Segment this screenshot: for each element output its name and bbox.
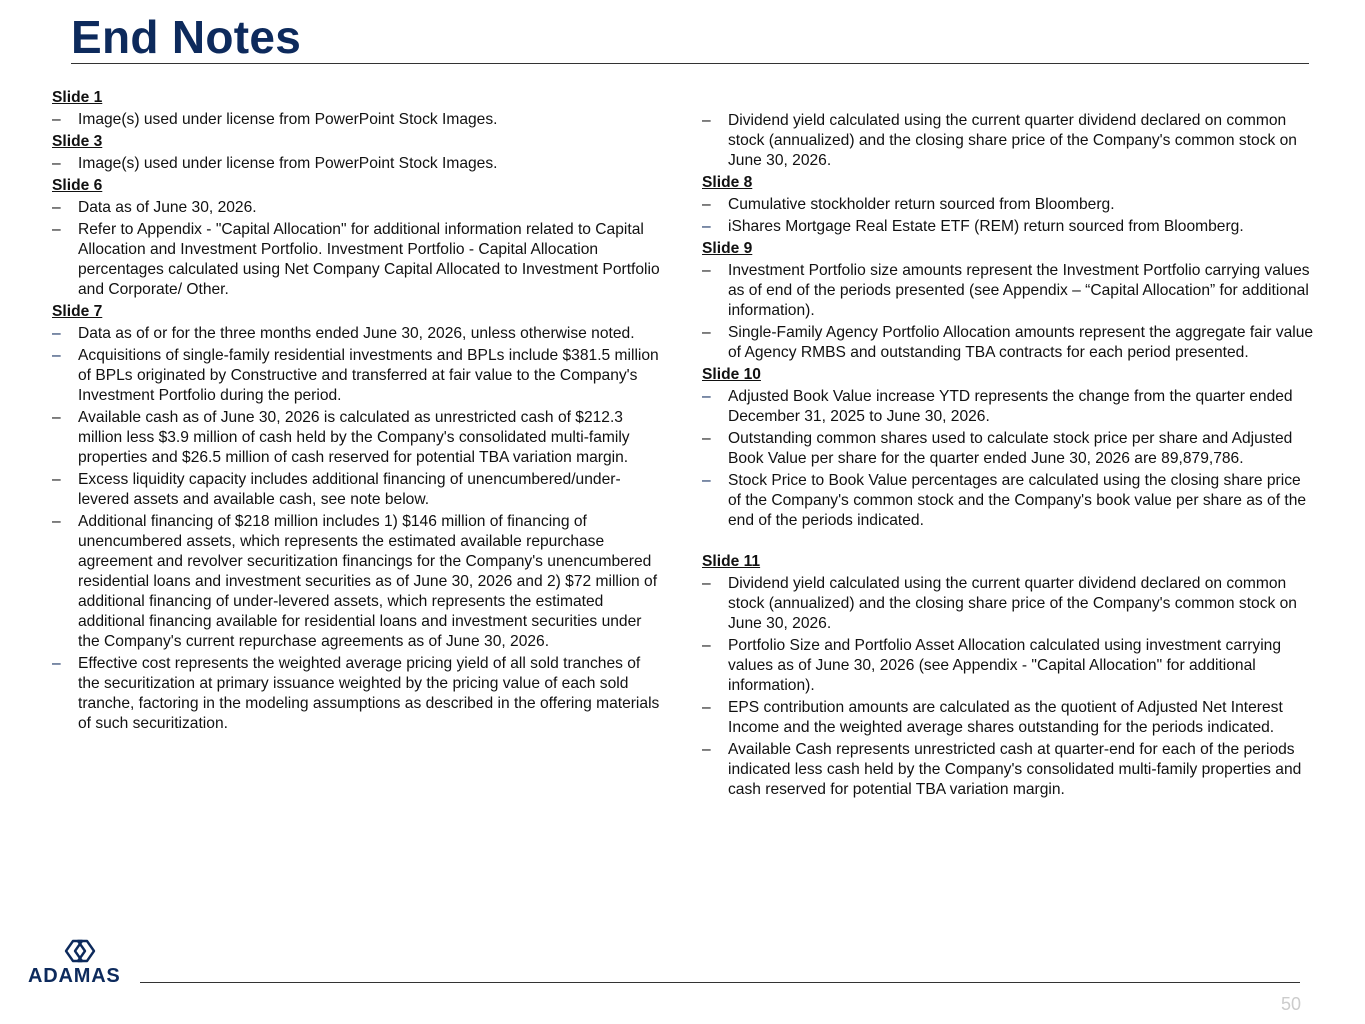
note-text: Single-Family Agency Portfolio Allocation amounts represent the aggregate fair value of Agency RMBS and outstanding TBA contracts for each period presented. (728, 324, 1314, 361)
note-text: Dividend yield calculated using the current quarter dividend declared on common stock (annualized) and the closing share price of the Company's common stock on June 30, 2026. (728, 575, 1297, 632)
adamas-logo-icon (62, 938, 98, 964)
note-text: Data as of or for the three months ended June 30, 2026, unless otherwise noted. (78, 325, 635, 342)
note-text: Excess liquidity capacity includes additional financing of unencumbered/under-levered assets and available cash, see note below. (78, 471, 621, 508)
slide-11-notes (702, 552, 1314, 800)
note-text: Image(s) used under license from PowerPoint Stock Images. (78, 111, 498, 128)
slide-11-heading: Slide 11 (702, 553, 761, 570)
slide-8-notes (702, 173, 1314, 237)
note-text: iShares Mortgage Real Estate ETF (REM) return sourced from Bloomberg. (728, 218, 1244, 235)
note-text: Adjusted Book Value increase YTD represents the change from the quarter ended December 31, 2025 to June 30, 2026. (728, 388, 1293, 425)
note-item (702, 323, 1314, 363)
note-item (52, 198, 662, 218)
notes-left-column (52, 88, 662, 736)
slide-1-notes (52, 88, 662, 130)
dash-bullet: – (702, 430, 711, 447)
dash-bullet: – (52, 111, 61, 128)
note-text: Outstanding common shares used to calculate stock price per share and Adjusted Book Value per share for the quarter ended June 30, 2026 are 89,879,786. (728, 430, 1293, 467)
slide-8-heading: Slide 8 (702, 174, 753, 191)
dash-bullet: – (52, 347, 61, 364)
note-text: Additional financing of $218 million includes 1) $146 million of financing of unencumbered assets, which represents the estimated available repurchase agreement and revolver securitization financings for the Company's unencumbered residential loans and investment securities as of June 30, 2026 and 2) $72 million of additional financing of under-levered assets, which represents the estimated additional financing available for residential loans and investment securities under the Company's current repurchase agreements as of June 30, 2026. (78, 513, 658, 650)
dash-bullet: – (702, 112, 711, 129)
title-divider (71, 63, 1309, 64)
dash-bullet: – (702, 575, 711, 592)
dash-bullet: – (702, 699, 711, 716)
note-text: Cumulative stockholder return sourced from Bloomberg. (728, 196, 1115, 213)
note-item (702, 195, 1314, 215)
dash-bullet: – (52, 471, 61, 488)
section-spacer (702, 533, 1314, 552)
slide-6-heading: Slide 6 (52, 177, 103, 194)
note-item (702, 111, 1314, 171)
adamas-logo (28, 938, 134, 988)
note-text: Dividend yield calculated using the current quarter dividend declared on common stock (annualized) and the closing share price of the Company's common stock on June 30, 2026. (728, 112, 1297, 169)
dash-bullet: – (702, 218, 711, 235)
note-item (702, 471, 1314, 531)
note-item (52, 154, 662, 174)
note-text: Stock Price to Book Value percentages are calculated using the closing share price of the Company's common stock and the Company's book value per share as of the end of the periods indicated. (728, 472, 1307, 529)
note-text: EPS contribution amounts are calculated as the quotient of Adjusted Net Interest Income and the weighted average shares outstanding for the periods indicated. (728, 699, 1283, 736)
dash-bullet: – (702, 741, 711, 758)
slide-7-heading: Slide 7 (52, 303, 103, 320)
dash-bullet: – (702, 637, 711, 654)
note-item (702, 429, 1314, 469)
note-item (702, 387, 1314, 427)
dash-bullet: – (52, 325, 61, 342)
slide-9-heading: Slide 9 (702, 240, 753, 257)
note-item (52, 512, 662, 652)
dash-bullet: – (702, 262, 711, 279)
note-item (702, 261, 1314, 321)
note-text: Refer to Appendix - "Capital Allocation" for additional information related to Capital Allocation and Investment Portfolio. Investment Portfolio - Capital Allocation percentages calculated using Net Company Capital Allocated to Investment Portfolio and Corporate/ Other. (78, 221, 660, 298)
note-item (702, 698, 1314, 738)
note-text: Investment Portfolio size amounts represent the Investment Portfolio carrying values as of end of the periods presented (see Appendix – “Capital Allocation” for additional information). (728, 262, 1310, 319)
note-item (52, 220, 662, 300)
note-item (702, 574, 1314, 634)
note-text: Image(s) used under license from PowerPoint Stock Images. (78, 155, 498, 172)
note-item (52, 408, 662, 468)
dash-bullet: – (52, 409, 61, 426)
slide-3-notes (52, 132, 662, 174)
note-item (52, 110, 662, 130)
note-item (702, 740, 1314, 800)
note-item (52, 654, 662, 734)
note-text: Available cash as of June 30, 2026 is calculated as unrestricted cash of $212.3 million less $3.9 million of cash held by the Company's consolidated multi-family properties and $26.5 million of cash reserved for potential TBA variation margin. (78, 409, 630, 466)
slide-10-notes (702, 365, 1314, 531)
page-number: 50 (1280, 994, 1301, 1014)
note-text: Portfolio Size and Portfolio Asset Allocation calculated using investment carrying values as of June 30, 2026 (see Appendix - "Capital Allocation" for additional information). (728, 637, 1282, 694)
dash-bullet: – (52, 155, 61, 172)
slide-3-heading: Slide 3 (52, 133, 103, 150)
note-text: Acquisitions of single-family residential investments and BPLs include $381.5 million of BPLs originated by Constructive and transferred at fair value to the Company's Investment Portfolio during the period. (78, 347, 659, 404)
dash-bullet: – (52, 655, 61, 672)
dash-bullet: – (52, 513, 61, 530)
dash-bullet: – (702, 324, 711, 341)
note-text: Available Cash represents unrestricted cash at quarter-end for each of the periods indicated less cash held by the Company's consolidated multi-family properties and cash reserved for potential TBA variation margin. (728, 741, 1302, 798)
page-title: End Notes (71, 11, 302, 63)
note-item (702, 636, 1314, 696)
slide-9-notes (702, 239, 1314, 363)
slide-7-notes (52, 302, 662, 734)
slide-10-heading: Slide 10 (702, 366, 761, 383)
dash-bullet: – (52, 199, 61, 216)
note-text: Effective cost represents the weighted average pricing yield of all sold tranches of the securitization at primary issuance weighted by the pricing value of each sold tranche, factoring in the modeling assumptions as described in the offering materials of such securitization. (78, 655, 660, 732)
slide-6-notes (52, 176, 662, 300)
footer-divider (140, 982, 1300, 983)
dash-bullet: – (702, 472, 711, 489)
note-item (52, 470, 662, 510)
dash-bullet: – (702, 388, 711, 405)
notes-right-column (702, 111, 1314, 802)
note-item (702, 217, 1314, 237)
slide-1-heading: Slide 1 (52, 89, 103, 106)
dash-bullet: – (702, 196, 711, 213)
dash-bullet: – (52, 221, 61, 238)
note-item (52, 324, 662, 344)
note-item (52, 346, 662, 406)
slide-7-continued-notes (702, 111, 1314, 171)
logo-text: ADAMAS (28, 965, 121, 987)
note-text: Data as of June 30, 2026. (78, 199, 257, 216)
